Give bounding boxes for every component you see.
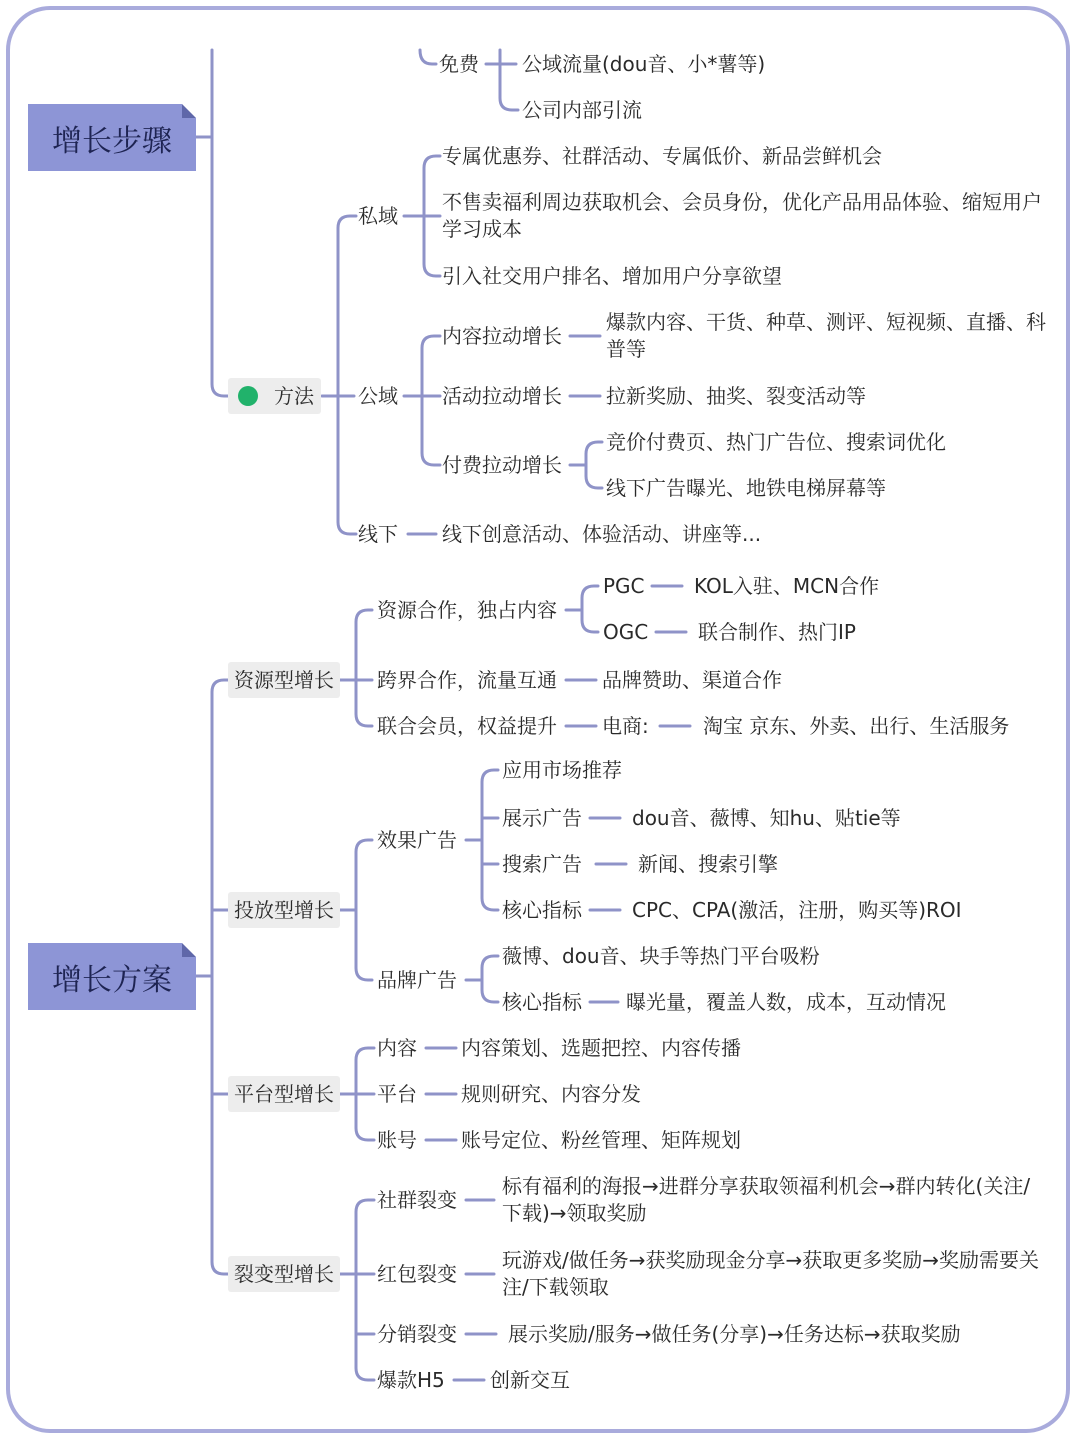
root-label-plan: 增长方案 (52, 962, 172, 998)
content-growth-detail: 爆款内容、干货、种草、测评、短视频、直播、科普等 (606, 310, 1046, 361)
effect-kpi-node: 核心指标 (502, 898, 582, 922)
offline-node: 线下 (358, 522, 398, 546)
search-ad-detail: 新闻、搜索引擎 (638, 852, 778, 876)
community-fission-node: 社群裂变 (377, 1188, 457, 1212)
h5-node: 爆款H5 (377, 1368, 445, 1392)
platform-account-detail: 账号定位、粉丝管理、矩阵规划 (461, 1128, 741, 1152)
distribution-fission-node: 分销裂变 (377, 1322, 457, 1346)
brand-ad-node: 品牌广告 (377, 968, 457, 992)
private-item: 专属优惠券、社群活动、专属低价、新品尝鲜机会 (442, 144, 882, 168)
platform-platform-detail: 规则研究、内容分发 (461, 1082, 641, 1106)
paid-growth-node: 付费拉动增长 (442, 453, 562, 477)
public-domain-node: 公域 (358, 384, 398, 408)
effect-kpi-detail: CPC、CPA(激活，注册，购买等)ROI (632, 898, 962, 922)
platform-content-detail: 内容策划、选题把控、内容传播 (461, 1036, 741, 1060)
root-node-plan (28, 943, 196, 1010)
ad-growth-node: 投放型增长 (228, 892, 340, 928)
brand-platforms-node: 薇博、dou音、块手等热门平台吸粉 (502, 944, 820, 968)
platform-platform-node: 平台 (377, 1082, 417, 1106)
private-domain-node: 私域 (358, 204, 398, 228)
content-growth-node: 内容拉动增长 (442, 324, 562, 348)
h5-detail: 创新交互 (490, 1368, 570, 1392)
redpacket-fission-node: 红包裂变 (377, 1262, 457, 1286)
display-ad-detail: dou音、薇博、知hu、贴tie等 (632, 806, 901, 830)
cross-coop-detail: 品牌赞助、渠道合作 (602, 668, 782, 692)
ecommerce-detail: 淘宝 京东、外卖、出行、生活服务 (703, 714, 1010, 738)
brand-kpi-detail: 曝光量，覆盖人数，成本，互动情况 (626, 990, 946, 1014)
resource-coop-node: 资源合作，独占内容 (377, 598, 557, 622)
redpacket-fission-detail: 玩游戏/做任务→获奖励现金分享→获取更多奖励→奖励需要关注/下载领取 (502, 1248, 1040, 1299)
app-market-node: 应用市场推荐 (502, 758, 622, 782)
platform-account-node: 账号 (377, 1128, 417, 1152)
method-node (228, 378, 321, 414)
pgc-node: PGC (603, 574, 645, 598)
effect-ad-node: 效果广告 (377, 828, 457, 852)
activity-growth-detail: 拉新奖励、抽奖、裂变活动等 (606, 384, 866, 408)
cross-coop-node: 跨界合作，流量互通 (377, 668, 557, 692)
private-item: 不售卖福利周边获取机会、会员身份，优化产品用品体验、缩短用户学习成本 (442, 190, 1042, 241)
activity-growth-node: 活动拉动增长 (442, 384, 562, 408)
paid-growth-detail: 线下广告曝光、地铁电梯屏幕等 (606, 476, 886, 500)
joint-member-node: 联合会员，权益提升 (377, 714, 557, 738)
platform-content-node: 内容 (377, 1036, 417, 1060)
pgc-detail: KOL入驻、MCN合作 (694, 574, 880, 598)
ogc-node: OGC (603, 620, 649, 644)
corner-fold (182, 104, 196, 118)
method-label: 方法 (274, 384, 314, 408)
paid-growth-detail: 竞价付费页、热门广告位、搜索词优化 (606, 430, 946, 454)
ogc-detail: 联合制作、热门IP (698, 620, 856, 644)
offline-detail: 线下创意活动、体验活动、讲座等... (442, 522, 762, 546)
search-ad-node: 搜索广告 (502, 852, 582, 876)
ecommerce-node: 电商: (602, 714, 649, 738)
community-fission-detail: 标有福利的海报→进群分享获取领福利机会→群内转化(关注/下载)→领取奖励 (502, 1174, 1031, 1225)
brand-kpi-node: 核心指标 (502, 990, 582, 1014)
public-flow-node: 公域流量(dou音、小*薯等) (522, 52, 766, 76)
green-dot-icon (238, 386, 258, 406)
display-ad-node: 展示广告 (502, 806, 582, 830)
resource-growth-node: 资源型增长 (228, 662, 340, 698)
corner-fold (182, 943, 196, 957)
root-label-steps: 增长步骤 (52, 123, 172, 159)
free-node: 免费 (439, 52, 479, 76)
platform-growth-node: 平台型增长 (228, 1076, 340, 1112)
root-node-steps (28, 104, 196, 171)
internal-flow-node: 公司内部引流 (522, 98, 642, 122)
fission-growth-node: 裂变型增长 (228, 1256, 340, 1292)
distribution-fission-detail: 展示奖励/服务→做任务(分享)→任务达标→获取奖励 (508, 1322, 961, 1346)
private-item: 引入社交用户排名、增加用户分享欲望 (442, 264, 782, 288)
